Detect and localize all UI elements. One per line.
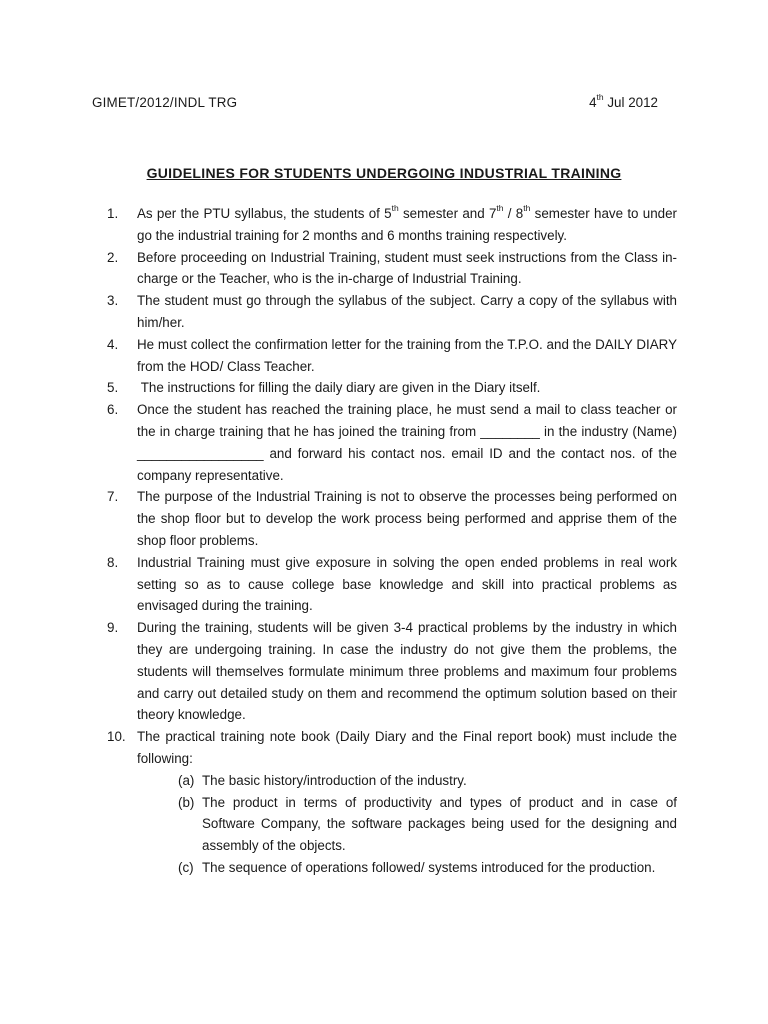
guidelines-list: [107, 202, 678, 879]
sub-list-item: [178, 857, 677, 879]
item-text: [137, 202, 678, 243]
ordinal-sup: th: [523, 202, 531, 213]
sub-item-text: The sequence of operations followed/ systems introduced for the production.: [202, 859, 656, 875]
document-date: [589, 91, 658, 110]
list-item: [107, 617, 677, 726]
item-text: The practical training note book (Daily Diary and the Final report book) must include the following:: [137, 729, 677, 766]
list-item: [107, 552, 677, 617]
item-number: 8.: [107, 554, 119, 570]
sub-item-text: The product in terms of productivity and types of product and in case of Software Company, the software packages being used for the designing and assembly of the objects.: [202, 794, 677, 854]
item-number: 7.: [107, 489, 119, 505]
item-number: 3.: [107, 293, 119, 309]
date-day: 4: [589, 95, 597, 110]
sub-item-text: The basic history/introduction of the industry.: [202, 772, 467, 788]
page-title: GUIDELINES FOR STUDENTS UNDERGOING INDUSTRIAL TRAINING: [146, 165, 622, 181]
list-item: [107, 377, 677, 399]
item-number: 10.: [107, 729, 126, 745]
sub-list: [137, 770, 677, 879]
item-number: 4.: [107, 336, 119, 352]
list-item: [107, 726, 677, 879]
date-ordinal: th: [596, 91, 604, 102]
item-text: Once the student has reached the training place, he must send a mail to class teacher or the in charge training that he has joined the training from ________ in the industry (Name) _________________ and forward his contact nos. email ID and the contact nos. of the company representative.: [137, 402, 677, 483]
item-text-part: / 8: [503, 206, 524, 221]
list-item: [107, 202, 678, 247]
sub-list-item: [178, 792, 677, 857]
list-item: [107, 334, 677, 378]
reference-number: GIMET/2012/INDL TRG: [92, 95, 238, 110]
sub-item-letter: (a): [178, 772, 195, 788]
list-item: [107, 486, 677, 551]
item-text: Before proceeding on Industrial Training, student must seek instructions from the Class in-charge or the Teacher, who is the in-charge of Industrial Training.: [137, 249, 677, 287]
item-text-part: semester have to under go the industrial training for 2 months and 6 months training respectively.: [137, 206, 678, 243]
item-number: 1.: [107, 206, 119, 221]
sub-item-letter: (c): [178, 859, 194, 875]
item-number: 5.: [107, 380, 119, 396]
list-item: [107, 399, 677, 486]
list-item: [107, 247, 677, 291]
item-text: During the training, students will be given 3-4 practical problems by the industry in which they are undergoing training. In case the industry do not give them the problems, the students will themselves formulate minimum three problems and maximum four problems and carry out detailed study on them and recommend the optimum solution based on their theory knowledge.: [137, 620, 677, 723]
sub-list-item: [178, 770, 677, 792]
item-text: The purpose of the Industrial Training is not to observe the processes being performed on the shop floor but to develop the work process being performed and apprise them of the shop floor problems.: [137, 489, 677, 548]
item-text-part: semester and 7: [398, 206, 497, 221]
item-number: 9.: [107, 620, 119, 636]
item-number: 6.: [107, 402, 119, 418]
list-item: [107, 290, 677, 334]
item-text: The instructions for filling the daily diary are given in the Diary itself.: [137, 380, 541, 396]
ordinal-sup: th: [391, 202, 399, 213]
item-text: The student must go through the syllabus of the subject. Carry a copy of the syllabus with him/her.: [137, 293, 677, 330]
ordinal-sup: th: [496, 202, 504, 213]
sub-item-letter: (b): [178, 794, 195, 810]
date-month-year: Jul 2012: [603, 95, 658, 110]
item-text-part: As per the PTU syllabus, the students of 5: [137, 206, 392, 221]
item-text: Industrial Training must give exposure in solving the open ended problems in real work setting so as to cause college base knowledge and skill into practical problems as envisaged during the training.: [137, 554, 677, 614]
item-number: 2.: [107, 249, 119, 265]
item-text: He must collect the confirmation letter for the training from the T.P.O. and the DAILY DIARY from the HOD/ Class Teacher.: [137, 336, 677, 374]
